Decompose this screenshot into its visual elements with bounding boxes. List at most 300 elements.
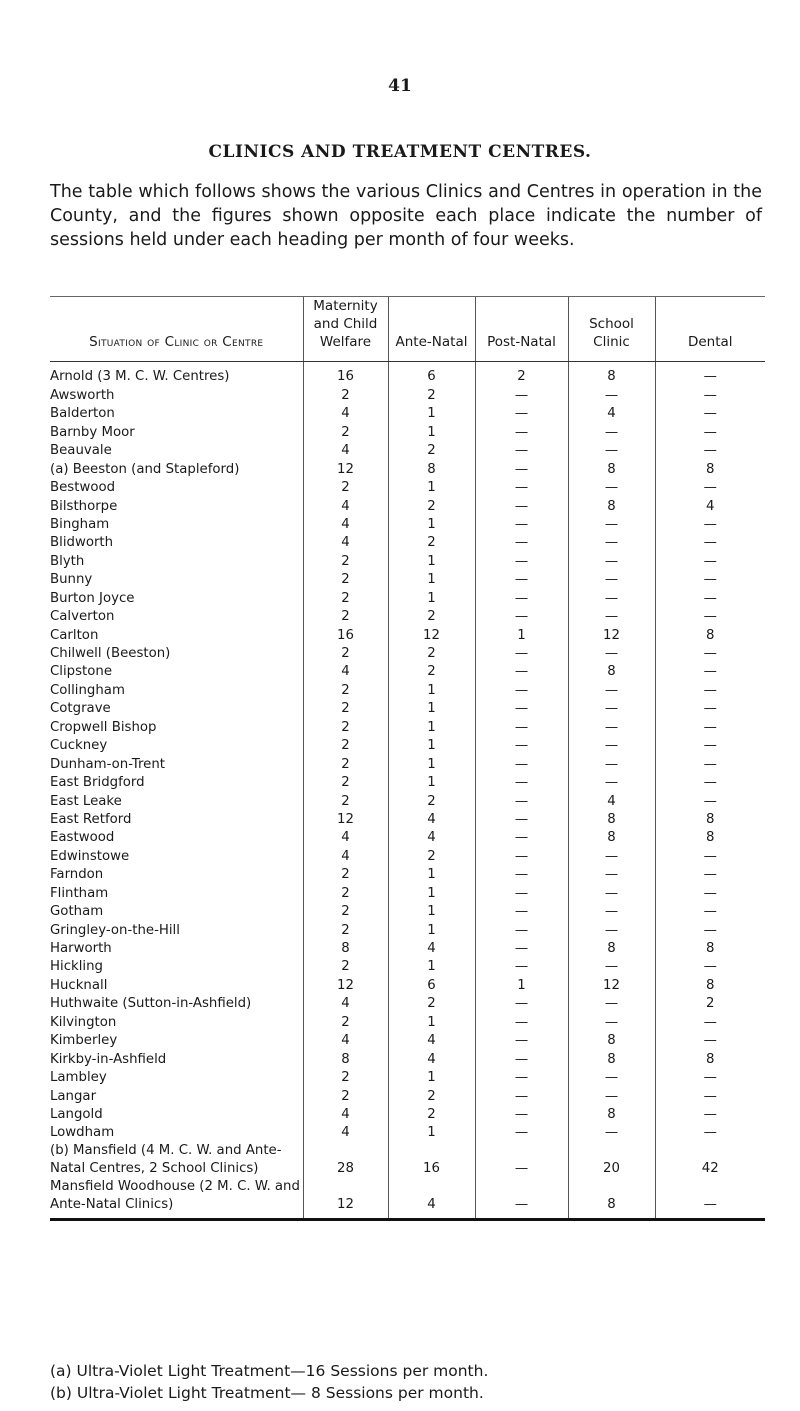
row-school: —	[568, 1124, 655, 1142]
table-row	[50, 405, 765, 423]
row-situation: Dunham-on-Trent	[50, 756, 165, 772]
row-antenatal: 4	[388, 940, 475, 958]
row-situation: Carlton	[50, 627, 99, 643]
row-dental: —	[655, 516, 765, 534]
row-antenatal: 1	[388, 516, 475, 534]
row-situation: Chilwell (Beeston)	[50, 646, 171, 661]
row-situation: Lowdham	[50, 1125, 115, 1141]
row-situation: Mansfield Woodhouse (2 M. C. W. and Ante-Natal Clinics)	[50, 1178, 303, 1220]
row-maternity: 4	[303, 663, 388, 681]
row-postnatal: —	[475, 1106, 568, 1124]
row-dental: —	[655, 792, 765, 810]
row-maternity: 2	[303, 718, 388, 736]
row-maternity: 2	[303, 792, 388, 810]
row-antenatal: 4	[388, 1178, 475, 1220]
row-situation: Collingham	[50, 682, 125, 698]
row-antenatal: 1	[388, 718, 475, 736]
row-maternity: 2	[303, 1013, 388, 1031]
row-school: 8	[568, 497, 655, 515]
row-maternity: 2	[303, 1069, 388, 1087]
row-antenatal: 4	[388, 811, 475, 829]
row-antenatal: 4	[388, 1032, 475, 1050]
row-school: —	[568, 589, 655, 607]
row-situation: Gotham	[50, 904, 104, 920]
row-dental: 4	[655, 497, 765, 515]
row-antenatal: 1	[388, 921, 475, 939]
row-dental: —	[655, 534, 765, 552]
row-situation: Kimberley	[50, 1033, 118, 1049]
table-row	[50, 811, 765, 829]
row-antenatal: 2	[388, 534, 475, 552]
row-maternity: 2	[303, 479, 388, 497]
row-school: —	[568, 774, 655, 792]
table-row	[50, 442, 765, 460]
table-row	[50, 460, 765, 478]
table-row	[50, 1178, 765, 1220]
row-dental: —	[655, 552, 765, 570]
row-dental: —	[655, 1032, 765, 1050]
row-postnatal: —	[475, 1178, 568, 1220]
row-school: —	[568, 755, 655, 773]
row-postnatal: —	[475, 940, 568, 958]
row-situation: Huthwaite (Sutton-in-Ashfield)	[50, 996, 252, 1012]
row-maternity: 4	[303, 995, 388, 1013]
row-situation: Bingham	[50, 516, 110, 532]
row-dental: 8	[655, 1050, 765, 1068]
row-antenatal: 2	[388, 442, 475, 460]
row-antenatal: 6	[388, 362, 475, 387]
row-school: 20	[568, 1142, 655, 1178]
row-maternity: 12	[303, 1178, 388, 1220]
table-row	[50, 423, 765, 441]
row-situation: Flintham	[50, 885, 109, 901]
row-situation: Arnold (3 M. C. W. Centres)	[50, 369, 230, 385]
row-maternity: 2	[303, 700, 388, 718]
row-school: 8	[568, 1050, 655, 1068]
row-situation: Burton Joyce	[50, 590, 135, 606]
row-maternity: 4	[303, 1106, 388, 1124]
header-situation: Situation of Clinic or Centre	[50, 297, 303, 362]
row-situation: Cotgrave	[50, 701, 111, 717]
row-dental: —	[655, 362, 765, 387]
row-dental: —	[655, 884, 765, 902]
row-school: —	[568, 571, 655, 589]
table-row	[50, 663, 765, 681]
row-school: 12	[568, 626, 655, 644]
row-dental: —	[655, 645, 765, 663]
row-antenatal: 1	[388, 1013, 475, 1031]
row-antenatal: 1	[388, 755, 475, 773]
row-school: —	[568, 552, 655, 570]
row-situation: (b) Mansfield (4 M. C. W. and Ante-Natal Centres, 2 School Clinics)	[50, 1143, 282, 1177]
row-maternity: 4	[303, 516, 388, 534]
row-dental: —	[655, 755, 765, 773]
row-situation: Clipstone	[50, 664, 112, 680]
row-antenatal: 1	[388, 737, 475, 755]
row-postnatal: —	[475, 958, 568, 976]
table-row	[50, 1087, 765, 1105]
row-maternity: 2	[303, 681, 388, 699]
page-number: 41	[388, 76, 412, 96]
table-header-row	[50, 297, 765, 362]
row-school: —	[568, 645, 655, 663]
table-row	[50, 774, 765, 792]
table-row	[50, 940, 765, 958]
table-row	[50, 571, 765, 589]
row-situation: (a) Beeston (and Stapleford)	[50, 461, 240, 477]
row-postnatal: —	[475, 1050, 568, 1068]
row-situation: East Retford	[50, 811, 132, 827]
table-row	[50, 362, 765, 387]
header-maternity: Maternity and Child Welfare	[303, 297, 388, 362]
row-antenatal: 2	[388, 995, 475, 1013]
row-postnatal: —	[475, 552, 568, 570]
row-school: —	[568, 681, 655, 699]
table-row	[50, 479, 765, 497]
row-dental: —	[655, 903, 765, 921]
row-dental: —	[655, 423, 765, 441]
row-school: 8	[568, 1178, 655, 1220]
row-dental: 8	[655, 811, 765, 829]
row-dental: —	[655, 847, 765, 865]
row-antenatal: 4	[388, 829, 475, 847]
table-row	[50, 976, 765, 994]
row-antenatal: 16	[388, 1142, 475, 1178]
table-row	[50, 1106, 765, 1124]
row-maternity: 2	[303, 903, 388, 921]
row-school: —	[568, 700, 655, 718]
row-antenatal: 2	[388, 1087, 475, 1105]
row-situation: Cuckney	[50, 738, 108, 754]
row-situation: Edwinstowe	[50, 848, 130, 864]
row-postnatal: —	[475, 866, 568, 884]
row-school: —	[568, 516, 655, 534]
row-dental: —	[655, 571, 765, 589]
row-dental: —	[655, 405, 765, 423]
row-maternity: 2	[303, 755, 388, 773]
row-postnatal: —	[475, 1142, 568, 1178]
row-postnatal: —	[475, 516, 568, 534]
row-maternity: 2	[303, 884, 388, 902]
row-postnatal: —	[475, 571, 568, 589]
row-situation: Balderton	[50, 406, 115, 422]
row-postnatal: —	[475, 681, 568, 699]
row-antenatal: 1	[388, 774, 475, 792]
row-school: —	[568, 903, 655, 921]
table-row	[50, 700, 765, 718]
row-situation: East Bridgford	[50, 775, 145, 791]
table-row	[50, 645, 765, 663]
row-school: 8	[568, 362, 655, 387]
row-postnatal: —	[475, 442, 568, 460]
row-postnatal: 1	[475, 976, 568, 994]
row-dental: —	[655, 442, 765, 460]
row-situation: Harworth	[50, 941, 112, 956]
row-dental: —	[655, 1124, 765, 1142]
row-school: 12	[568, 976, 655, 994]
row-maternity: 4	[303, 1032, 388, 1050]
row-school: —	[568, 884, 655, 902]
table-row	[50, 497, 765, 515]
row-postnatal: —	[475, 737, 568, 755]
row-antenatal: 1	[388, 423, 475, 441]
row-school: —	[568, 534, 655, 552]
row-dental: —	[655, 479, 765, 497]
header-postnatal: Post-Natal	[475, 297, 568, 362]
row-antenatal: 1	[388, 405, 475, 423]
row-school: —	[568, 608, 655, 626]
row-maternity: 12	[303, 976, 388, 994]
table-row	[50, 534, 765, 552]
table-row	[50, 829, 765, 847]
table-row	[50, 866, 765, 884]
table-row	[50, 737, 765, 755]
row-school: —	[568, 442, 655, 460]
table-row	[50, 608, 765, 626]
row-maternity: 2	[303, 1087, 388, 1105]
table-row	[50, 626, 765, 644]
row-school: 8	[568, 460, 655, 478]
row-postnatal: —	[475, 405, 568, 423]
row-maternity: 4	[303, 405, 388, 423]
row-antenatal: 1	[388, 866, 475, 884]
row-school: —	[568, 423, 655, 441]
row-maternity: 2	[303, 589, 388, 607]
row-maternity: 8	[303, 1050, 388, 1068]
row-dental: —	[655, 589, 765, 607]
table-row	[50, 1124, 765, 1142]
header-dental: Dental	[655, 297, 765, 362]
row-maternity: 2	[303, 737, 388, 755]
clinics-table	[50, 296, 765, 1221]
row-situation: Hickling	[50, 959, 103, 975]
table-row	[50, 1142, 765, 1178]
row-situation: Bestwood	[50, 480, 116, 496]
row-antenatal: 12	[388, 626, 475, 644]
row-school: —	[568, 1069, 655, 1087]
row-antenatal: 2	[388, 608, 475, 626]
row-situation: Eastwood	[50, 830, 115, 846]
row-dental: 8	[655, 940, 765, 958]
row-antenatal: 2	[388, 497, 475, 515]
row-situation: Bunny	[50, 572, 93, 588]
row-school: 4	[568, 792, 655, 810]
row-dental: —	[655, 681, 765, 699]
row-postnatal: —	[475, 608, 568, 626]
row-antenatal: 1	[388, 1124, 475, 1142]
row-postnatal: —	[475, 479, 568, 497]
clinics-table-wrapper	[50, 296, 765, 1221]
table-row	[50, 995, 765, 1013]
row-maternity: 2	[303, 608, 388, 626]
row-dental: 42	[655, 1142, 765, 1178]
row-dental: —	[655, 1087, 765, 1105]
row-school: —	[568, 386, 655, 404]
row-maternity: 16	[303, 626, 388, 644]
row-school: —	[568, 479, 655, 497]
row-maternity: 8	[303, 940, 388, 958]
row-maternity: 2	[303, 958, 388, 976]
table-row	[50, 516, 765, 534]
row-antenatal: 1	[388, 884, 475, 902]
row-dental: 8	[655, 829, 765, 847]
row-antenatal: 1	[388, 700, 475, 718]
footnote-b: (b) Ultra-Violet Light Treatment— 8 Sessions per month.	[50, 1384, 484, 1402]
row-antenatal: 1	[388, 681, 475, 699]
row-postnatal: —	[475, 792, 568, 810]
row-situation: Kirkby-in-Ashfield	[50, 1051, 167, 1067]
footnotes	[50, 1360, 488, 1404]
row-school: —	[568, 995, 655, 1013]
row-antenatal: 2	[388, 792, 475, 810]
row-antenatal: 1	[388, 589, 475, 607]
row-dental: —	[655, 921, 765, 939]
row-school: 8	[568, 811, 655, 829]
row-school: 8	[568, 829, 655, 847]
row-postnatal: —	[475, 995, 568, 1013]
table-row	[50, 1069, 765, 1087]
row-dental: —	[655, 1013, 765, 1031]
row-school: —	[568, 737, 655, 755]
row-postnatal: —	[475, 718, 568, 736]
row-maternity: 4	[303, 1124, 388, 1142]
table-body	[50, 362, 765, 1220]
row-antenatal: 1	[388, 1069, 475, 1087]
row-postnatal: —	[475, 811, 568, 829]
table-row	[50, 1013, 765, 1031]
table-row	[50, 884, 765, 902]
row-situation: Blidworth	[50, 535, 114, 551]
row-postnatal: —	[475, 386, 568, 404]
row-antenatal: 1	[388, 903, 475, 921]
row-situation: Beauvale	[50, 443, 112, 459]
row-situation: Awsworth	[50, 387, 115, 403]
row-maternity: 2	[303, 866, 388, 884]
row-situation: Barnby Moor	[50, 424, 135, 440]
row-postnatal: —	[475, 774, 568, 792]
row-maternity: 12	[303, 460, 388, 478]
row-maternity: 2	[303, 774, 388, 792]
row-postnatal: —	[475, 1087, 568, 1105]
row-postnatal: —	[475, 663, 568, 681]
row-school: 4	[568, 405, 655, 423]
table-row	[50, 552, 765, 570]
intro-paragraph: The table which follows shows the various Clinics and Centres in operation in the County, and the figures shown opposite each place indicate the number of sessions held under each heading per month of four weeks.	[50, 182, 762, 250]
row-maternity: 28	[303, 1142, 388, 1178]
row-situation: Hucknall	[50, 977, 108, 993]
row-dental: —	[655, 700, 765, 718]
row-postnatal: 1	[475, 626, 568, 644]
row-dental: —	[655, 737, 765, 755]
row-maternity: 4	[303, 829, 388, 847]
row-dental: —	[655, 386, 765, 404]
row-postnatal: —	[475, 423, 568, 441]
row-dental: 8	[655, 626, 765, 644]
row-maternity: 2	[303, 423, 388, 441]
row-situation: Kilvington	[50, 1014, 117, 1030]
row-dental: —	[655, 718, 765, 736]
row-postnatal: —	[475, 497, 568, 515]
row-dental: 8	[655, 460, 765, 478]
row-antenatal: 2	[388, 663, 475, 681]
header-school: School Clinic	[568, 297, 655, 362]
row-antenatal: 2	[388, 645, 475, 663]
footnote-a: (a) Ultra-Violet Light Treatment—16 Sessions per month.	[50, 1362, 489, 1380]
row-maternity: 4	[303, 847, 388, 865]
table-row	[50, 958, 765, 976]
row-maternity: 2	[303, 921, 388, 939]
row-dental: —	[655, 774, 765, 792]
row-postnatal: —	[475, 829, 568, 847]
row-dental: 2	[655, 995, 765, 1013]
row-school: —	[568, 1013, 655, 1031]
row-maternity: 4	[303, 497, 388, 515]
row-situation: Blyth	[50, 553, 85, 569]
row-postnatal: —	[475, 921, 568, 939]
row-situation: Langold	[50, 1106, 103, 1122]
row-situation: Bilsthorpe	[50, 498, 118, 514]
row-school: 8	[568, 940, 655, 958]
row-dental: —	[655, 1106, 765, 1124]
row-maternity: 2	[303, 645, 388, 663]
row-dental: —	[655, 1069, 765, 1087]
row-postnatal: —	[475, 1032, 568, 1050]
row-postnatal: 2	[475, 362, 568, 387]
row-postnatal: —	[475, 755, 568, 773]
table-row	[50, 681, 765, 699]
row-postnatal: —	[475, 884, 568, 902]
row-maternity: 4	[303, 442, 388, 460]
row-postnatal: —	[475, 903, 568, 921]
row-postnatal: —	[475, 847, 568, 865]
row-postnatal: —	[475, 589, 568, 607]
row-school: —	[568, 718, 655, 736]
table-row	[50, 755, 765, 773]
row-school: —	[568, 921, 655, 939]
row-postnatal: —	[475, 1124, 568, 1142]
row-antenatal: 1	[388, 571, 475, 589]
row-maternity: 2	[303, 571, 388, 589]
table-row	[50, 1050, 765, 1068]
row-antenatal: 2	[388, 386, 475, 404]
row-maternity: 2	[303, 386, 388, 404]
row-antenatal: 4	[388, 1050, 475, 1068]
row-postnatal: —	[475, 1013, 568, 1031]
row-situation: Farndon	[50, 867, 104, 883]
row-postnatal: —	[475, 460, 568, 478]
row-school: 8	[568, 1032, 655, 1050]
row-school: —	[568, 847, 655, 865]
row-maternity: 16	[303, 362, 388, 387]
row-situation: Langar	[50, 1088, 97, 1104]
row-antenatal: 2	[388, 1106, 475, 1124]
row-dental: —	[655, 958, 765, 976]
row-postnatal: —	[475, 534, 568, 552]
row-antenatal: 2	[388, 847, 475, 865]
row-antenatal: 1	[388, 552, 475, 570]
table-row	[50, 921, 765, 939]
row-antenatal: 8	[388, 460, 475, 478]
row-school: 8	[568, 1106, 655, 1124]
row-dental: —	[655, 663, 765, 681]
row-situation: Calverton	[50, 609, 115, 625]
row-school: 8	[568, 663, 655, 681]
row-maternity: 4	[303, 534, 388, 552]
table-row	[50, 1032, 765, 1050]
row-situation: Lambley	[50, 1070, 107, 1086]
row-dental: 8	[655, 976, 765, 994]
row-school: —	[568, 958, 655, 976]
